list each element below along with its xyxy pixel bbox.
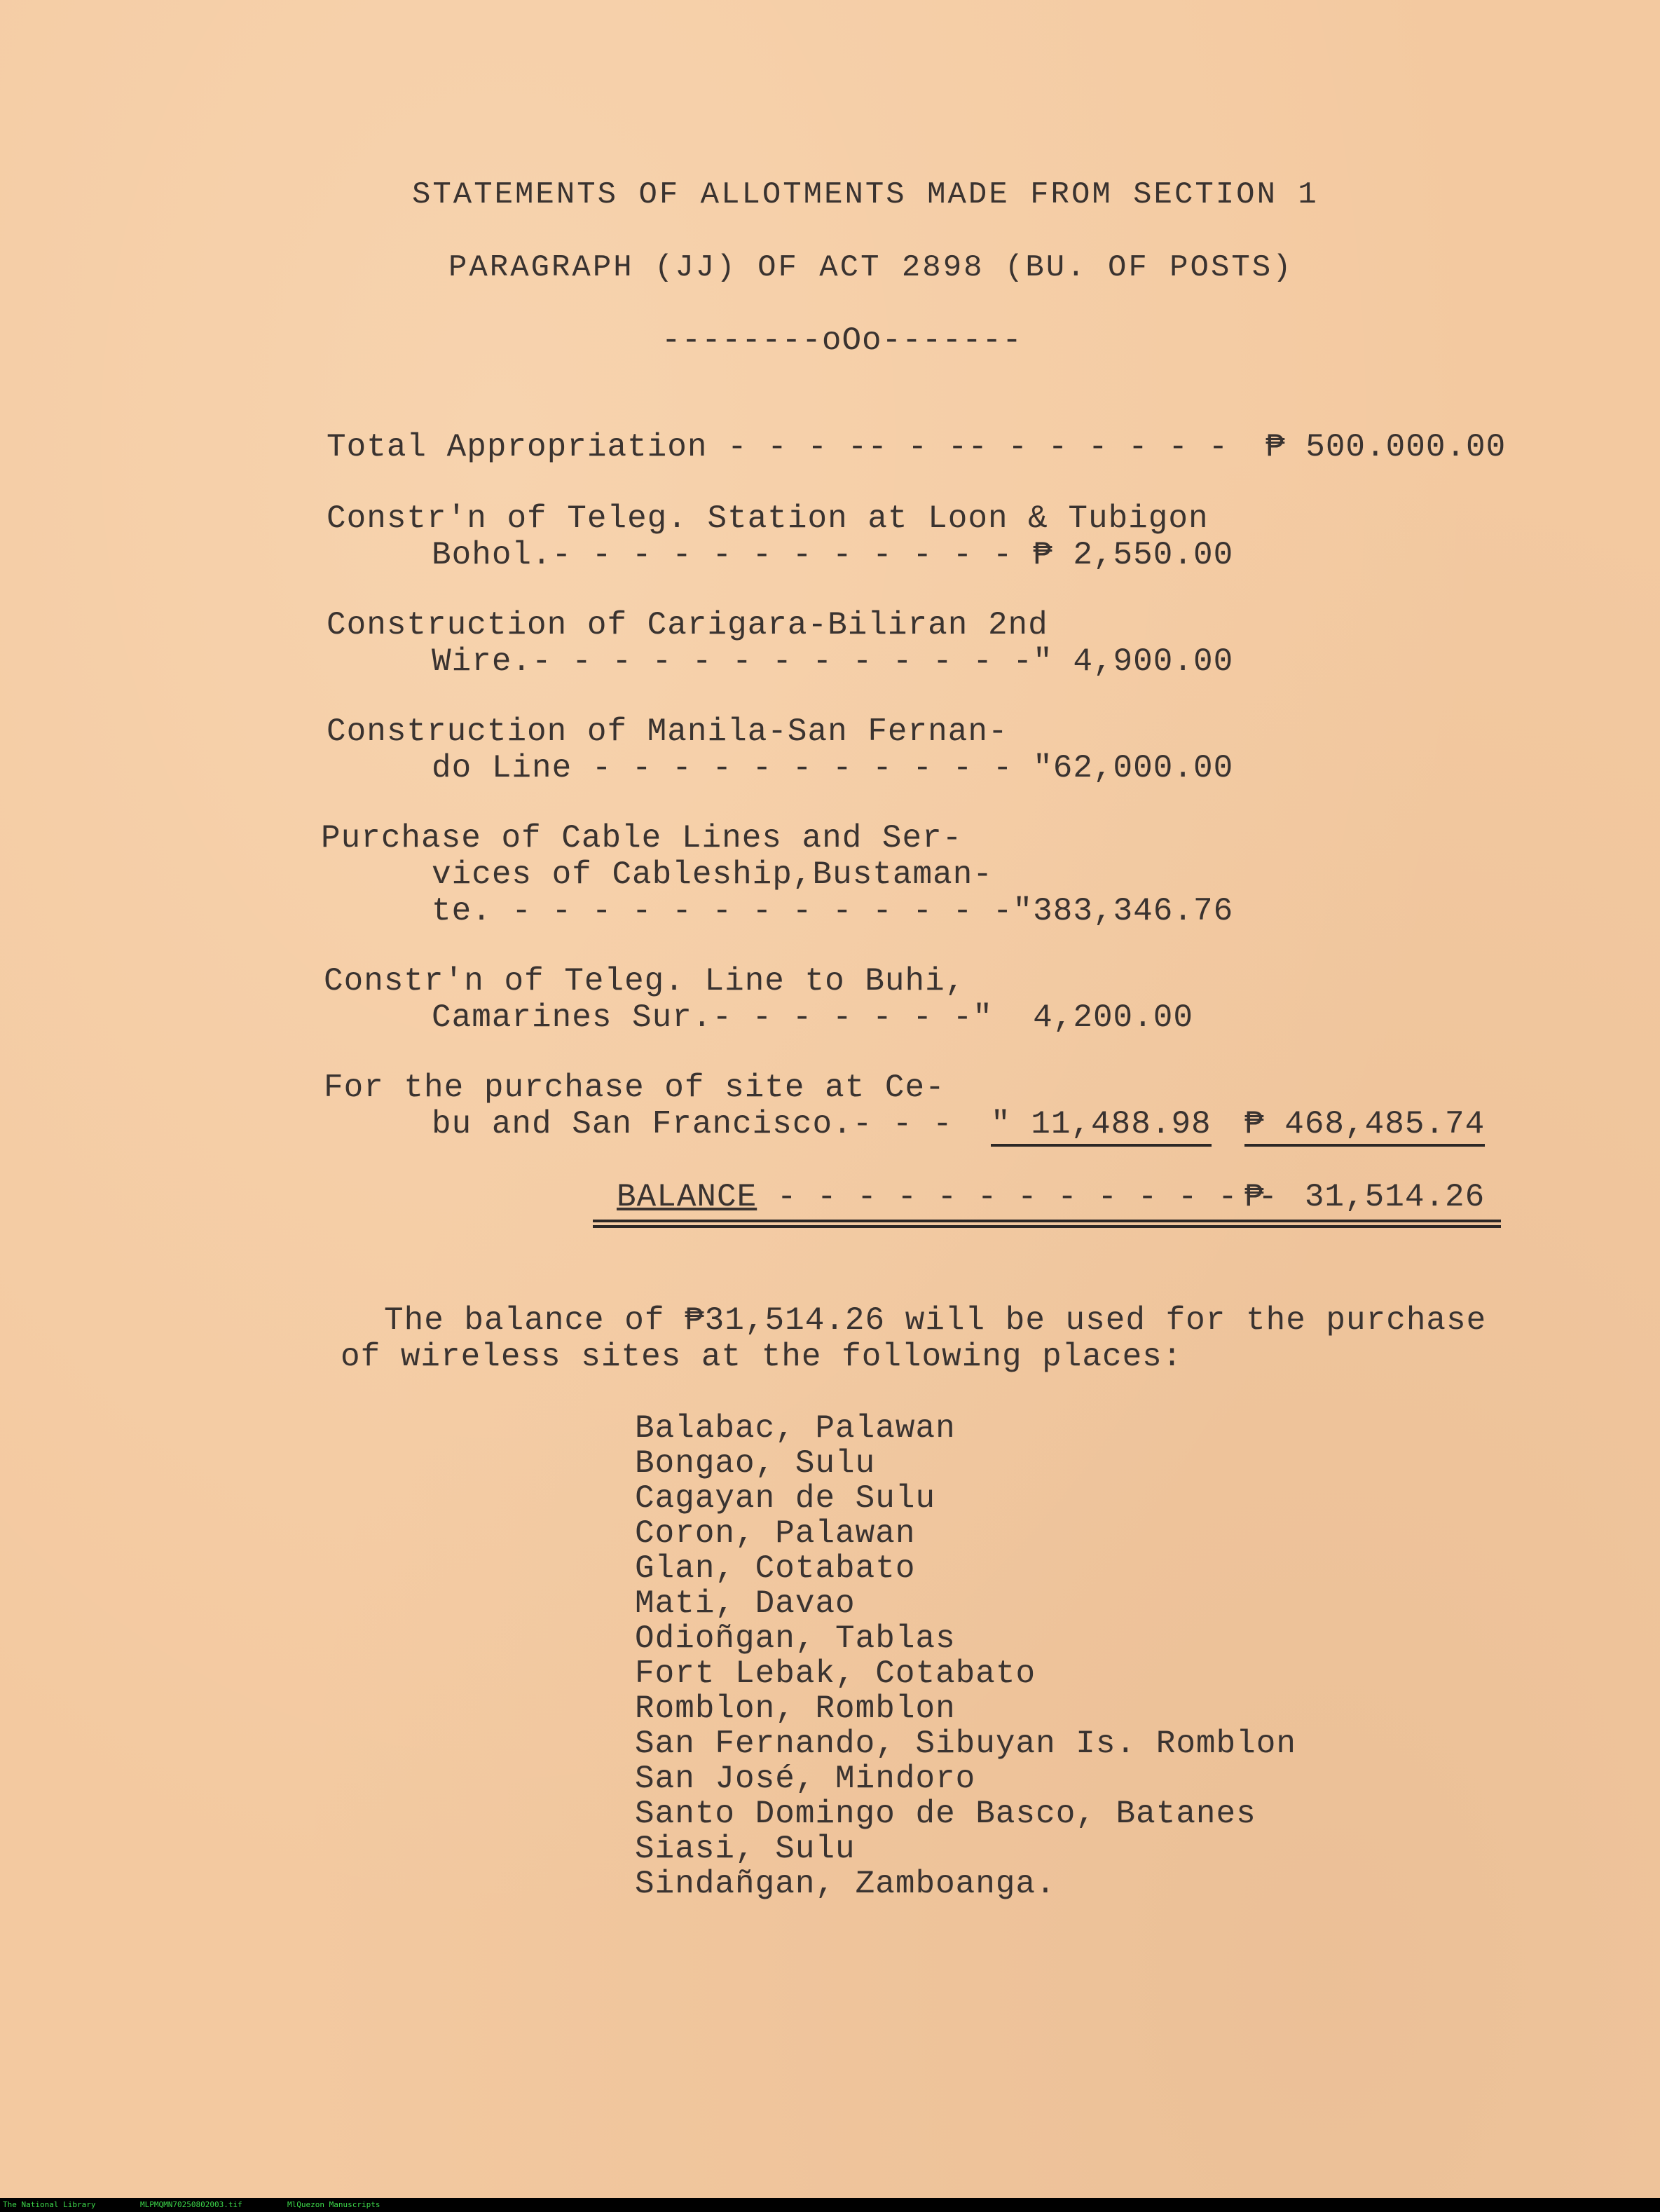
item-5-line-2: Camarines Sur.- - - - - - -" 4,200.00 xyxy=(432,999,1193,1036)
item-3-line-2: do Line - - - - - - - - - - - "62,000.00 xyxy=(432,750,1234,786)
item-6-line-2: bu and San Francisco.- - - xyxy=(432,1106,953,1142)
balance-row xyxy=(617,1179,1278,1215)
list-item: Romblon, Romblon xyxy=(635,1691,956,1727)
item-2-line-2: Wire.- - - - - - - - - - - - -" 4,900.00 xyxy=(432,643,1234,680)
list-item: Balabac, Palawan xyxy=(635,1410,956,1447)
item-1-line-2: Bohol.- - - - - - - - - - - - ₱ 2,550.00 xyxy=(432,537,1234,573)
list-item: Santo Domingo de Basco, Batanes xyxy=(635,1796,1256,1832)
allotments-subtotal: ₱ 468,485.74 xyxy=(1244,1106,1485,1147)
balance-amount: ₱ 31,514.26 xyxy=(1244,1179,1486,1215)
footer-file: MLPMQMN70250802003.tif xyxy=(140,2200,242,2209)
list-item: Coron, Palawan xyxy=(635,1515,916,1552)
item-4-line-1: Purchase of Cable Lines and Ser- xyxy=(321,820,963,856)
list-item: Bongao, Sulu xyxy=(635,1445,876,1482)
balance-dashes: - - - - - - - - - - - - - xyxy=(757,1179,1278,1215)
title-separator: --------oOo------- xyxy=(661,322,1022,359)
item-6-line-1: For the purchase of site at Ce- xyxy=(324,1070,945,1106)
title-line-1: STATEMENTS OF ALLOTMENTS MADE FROM SECTION 1 xyxy=(412,177,1319,212)
item-2-line-1: Construction of Carigara-Biliran 2nd xyxy=(327,607,1048,643)
list-item: Fort Lebak, Cotabato xyxy=(635,1655,1036,1692)
balance-double-rule xyxy=(593,1220,1501,1228)
item-3-line-1: Construction of Manila-San Fernan- xyxy=(327,714,1008,750)
total-appropriation-amount: ₱ 500.000.00 xyxy=(1265,429,1507,465)
list-item: Sindañgan, Zamboanga. xyxy=(635,1866,1056,1902)
balance-label: BALANCE xyxy=(617,1179,757,1215)
item-5-line-1: Constr'n of Teleg. Line to Buhi, xyxy=(324,963,966,999)
total-appropriation-label: Total Appropriation - - - -- - -- - - - - - - xyxy=(327,429,1229,465)
footer-library: The National Library xyxy=(3,2200,96,2209)
list-item: Odioñgan, Tablas xyxy=(635,1620,956,1657)
note-line-1: The balance of ₱31,514.26 will be used for the purchase xyxy=(384,1302,1487,1339)
list-item: Glan, Cotabato xyxy=(635,1550,916,1587)
list-item: San José, Mindoro xyxy=(635,1761,976,1797)
list-item: San Fernando, Sibuyan Is. Romblon xyxy=(635,1726,1296,1762)
scan-footer-bar xyxy=(0,2198,1660,2212)
note-line-2: of wireless sites at the following places: xyxy=(341,1339,1183,1375)
title-line-2: PARAGRAPH (JJ) OF ACT 2898 (BU. OF POSTS) xyxy=(448,250,1294,285)
list-item: Mati, Davao xyxy=(635,1585,856,1622)
item-4-line-2: vices of Cableship,Bustaman- xyxy=(432,856,993,893)
list-item: Siasi, Sulu xyxy=(635,1831,856,1867)
footer-collection: MlQuezon Manuscripts xyxy=(287,2200,380,2209)
item-1-line-1: Constr'n of Teleg. Station at Loon & Tubigon xyxy=(327,500,1209,537)
item-4-line-3: te. - - - - - - - - - - - - -"383,346.76 xyxy=(432,893,1234,929)
list-item: Cagayan de Sulu xyxy=(635,1480,936,1517)
item-6-amount: " 11,488.98 xyxy=(991,1106,1212,1147)
